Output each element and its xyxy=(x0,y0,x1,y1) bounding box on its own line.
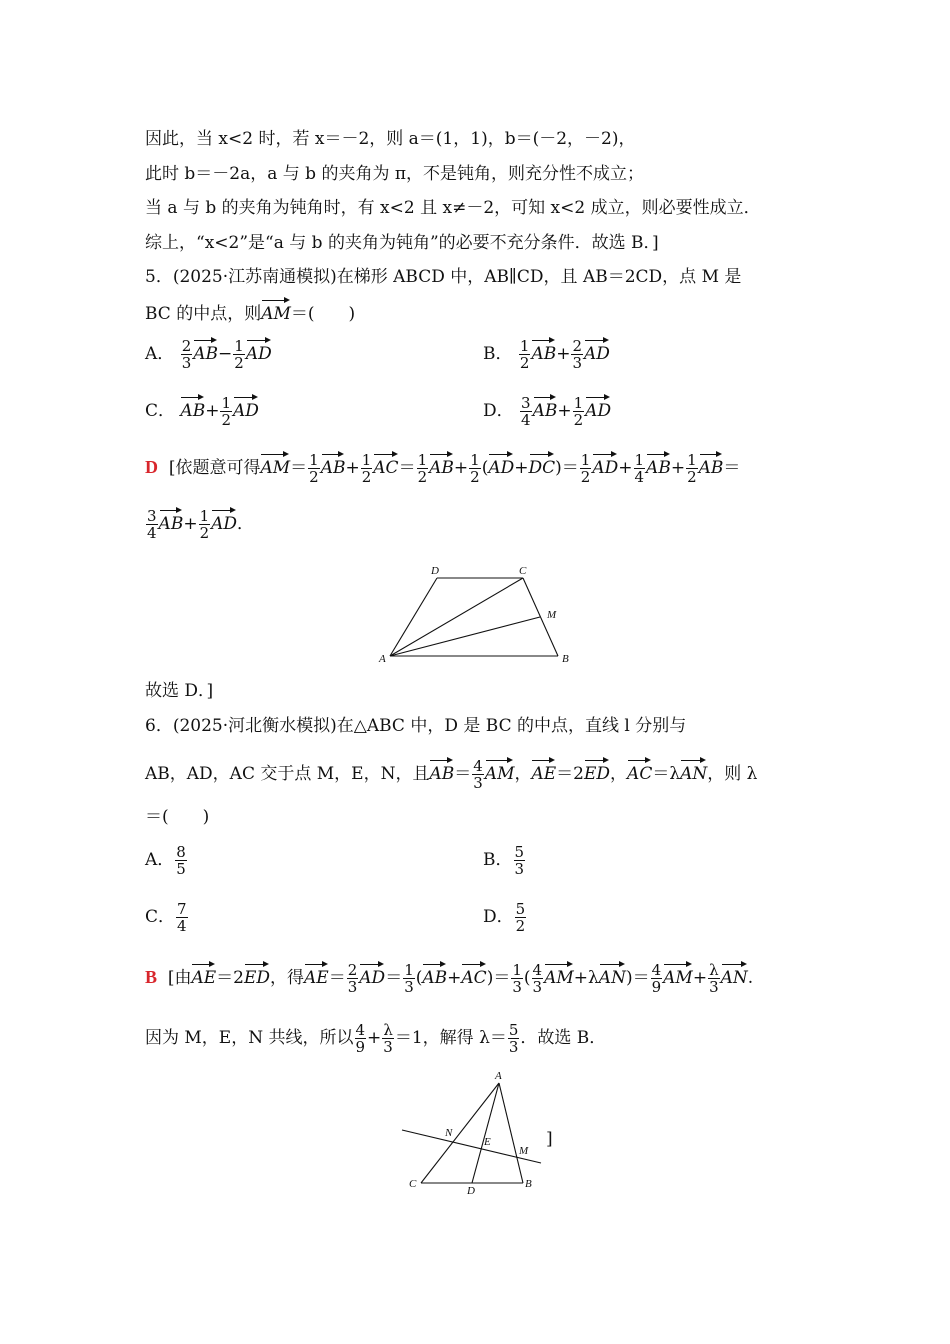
q6-option-b[interactable]: B． $\frac{5}{3}$ xyxy=(483,843,525,878)
q6-option-d[interactable]: D． $\frac{5}{2}$ xyxy=(483,900,526,935)
q5-option-b[interactable] xyxy=(483,338,610,371)
q6-solution-line-1: B [由AE＝2ED，得AE＝ $\frac{2}{3}$ AD＝ $\frac{1}{3}$ (AB+AC)＝ $\frac{1}{3}$ ( $\frac{4}{3}$ AM+λAN)＝ $\frac{4}{9}$ AM+ $\frac{\lambda}{3}$ AN. xyxy=(145,961,754,996)
vector-AM: AM xyxy=(261,298,291,325)
q6-stem-line-2: AB，AD，AC 交于点 M，E，N，且AB＝ $\frac{4}{3}$ AM，AE＝2ED，AC＝λAN，则 λ xyxy=(145,757,758,792)
coefficient-fraction: $\frac{2}{3}$ xyxy=(572,337,583,372)
q6-solution-line-2: 因为 M，E，N 共线，所以 $\frac{4}{9}$ + $\frac{\lambda}{3}$ ＝1，解得 λ＝ $\frac{5}{3}$ ．故选 B． xyxy=(145,1021,607,1056)
vector-AB: AB xyxy=(193,338,218,365)
vector-AB: AB xyxy=(533,395,558,422)
q5-stem-line-2 xyxy=(145,298,355,325)
text-line-1: 因此，当 x<2 时，若 x＝－2，则 a＝(1，1)，b＝(－2，－2)， xyxy=(145,129,636,149)
solution-prefix: [依题意可得 xyxy=(168,458,261,478)
option-label: D． xyxy=(483,401,514,421)
coefficient-fraction: $\frac{1}{2}$ xyxy=(234,337,244,372)
q5-option-d[interactable] xyxy=(483,395,611,428)
q6-option-a[interactable]: A． $\frac{8}{5}$ xyxy=(145,843,186,878)
operator: − xyxy=(218,344,233,364)
answer-letter: D xyxy=(145,457,158,477)
label-A: A xyxy=(379,653,386,665)
operator: + xyxy=(205,401,220,421)
closing-bracket: ] xyxy=(546,1129,553,1149)
vector-AB: AB xyxy=(531,338,556,365)
coefficient-fraction: $\frac{1}{2}$ xyxy=(573,394,584,429)
triangle-figure xyxy=(395,1065,555,1200)
q5-solution-line-1: D [依题意可得AM＝ $\frac{1}{2}$ AB+ $\frac{1}{2}$ AC＝ $\frac{1}{2}$ AB+ $\frac{1}{2}$ (AD+DC)＝ $\frac{1}{2}$ AD+ $\frac{1}{4}$ AB+ $\frac{1}{2}$ AB＝ xyxy=(145,451,741,486)
q6-option-c[interactable]: C． $\frac{7}{4}$ xyxy=(145,900,187,935)
coefficient-fraction: $\frac{1}{2}$ xyxy=(221,394,231,429)
text-line-2: 此时 b＝－2a，a 与 b 的夹角为 π，不是钝角，则充分性不成立； xyxy=(145,164,645,184)
vector-AD: AD xyxy=(233,395,259,422)
option-label: C． xyxy=(145,401,176,421)
coefficient-fraction: $\frac{2}{3}$ xyxy=(181,337,192,372)
label-D: D xyxy=(467,1185,475,1197)
option-label: B． xyxy=(483,344,513,364)
label-A: A xyxy=(495,1070,502,1082)
vector-AD: AD xyxy=(584,338,610,365)
q5-conclusion: 故选 D．] xyxy=(145,681,214,701)
label-M: M xyxy=(519,1145,529,1157)
label-C: C xyxy=(409,1178,417,1190)
label-N: N xyxy=(445,1127,453,1139)
coefficient-fraction: $\frac{3}{4}$ xyxy=(521,394,531,429)
q5-stem-paren: ＝( ) xyxy=(290,304,356,324)
q5-option-c[interactable] xyxy=(145,395,259,428)
answer-letter: B xyxy=(145,967,158,987)
q6-stem-line-3: ＝( ) xyxy=(145,807,210,827)
operator: + xyxy=(557,401,572,421)
label-D: D xyxy=(431,565,439,577)
vector-AB: AB xyxy=(180,395,205,422)
label-E: E xyxy=(484,1136,491,1148)
vector-AD: AD xyxy=(585,395,611,422)
operator: + xyxy=(556,344,571,364)
label-B: B xyxy=(525,1178,532,1190)
text-line-4: 综上，“x<2”是“a 与 b 的夹角为钝角”的必要不充分条件．故选 B．] xyxy=(145,233,659,253)
option-label: A． xyxy=(145,344,175,364)
trapezoid-figure xyxy=(370,560,580,670)
vector-AD: AD xyxy=(246,338,272,365)
text-line-3: 当 a 与 b 的夹角为钝角时，有 x<2 且 x≠－2，可知 x<2 成立，则必要性成立． xyxy=(145,198,761,218)
q5-stem-text: BC 的中点，则 xyxy=(145,304,262,324)
q5-solution-line-2: $\frac{3}{4}$ AB+ $\frac{1}{2}$ AD． xyxy=(147,507,255,542)
q5-stem-line-1: 5．(2025·江苏南通模拟)在梯形 ABCD 中，AB∥CD，且 AB＝2CD，点 M 是 xyxy=(145,267,742,287)
label-M: M xyxy=(547,609,557,621)
q5-option-a[interactable] xyxy=(145,338,272,371)
label-B: B xyxy=(562,653,569,665)
q6-stem-line-1: 6．(2025·河北衡水模拟)在△ABC 中，D 是 BC 的中点，直线 l 分别与 xyxy=(145,716,687,736)
coefficient-fraction: $\frac{1}{2}$ xyxy=(519,337,530,372)
label-C: C xyxy=(519,565,527,577)
